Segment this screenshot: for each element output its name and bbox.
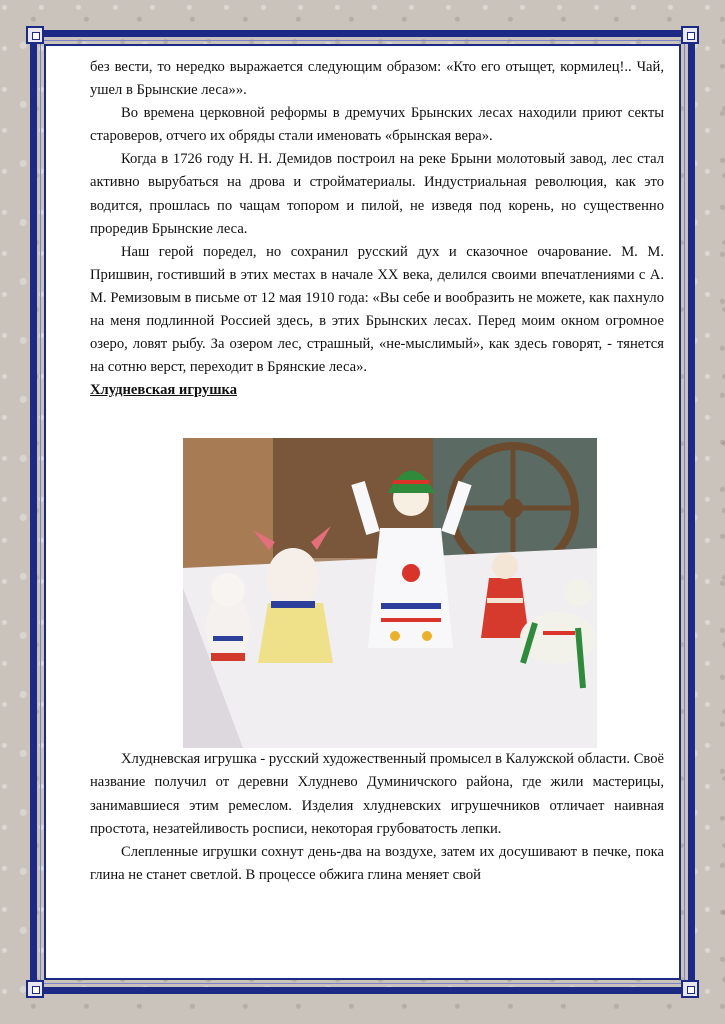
paragraph: Слепленные игрушки сохнут день-два на воздухе, затем их досушивают в печке, пока глина не станет светлой. В процессе обжига глина меняет свой xyxy=(90,843,664,883)
frame-corner-ornament xyxy=(681,980,699,998)
frame-corner-ornament xyxy=(26,26,44,44)
paragraph: Во времена церковной реформы в дремучих Брынских лесах находили приют секты староверов, отчего их обряды стали именовать «брынская вера». xyxy=(90,105,664,145)
frame-corner-ornament xyxy=(681,26,699,44)
paragraph: Хлудневская игрушка - русский художественный промысел в Калужской области. Своё название получил от деревни Хлуднево Думиничского района, где жили мастерицы, занимавшиеся этим ремеслом. Изделия хлудневских игрушечников отличает наивная простота, незатейливость росписи, некоторая грубоватость лепки. xyxy=(90,751,664,837)
document-body xyxy=(90,56,664,887)
clay-toys-illustration xyxy=(183,438,597,748)
paragraph: Наш герой поредел, но сохранил русский дух и сказочное очарование. М. М. Пришвин, гостивший в этих местах в начале XX века, делился своими впечатлениями с А. М. Ремизовым в письме от 12 мая 1910 года: «Вы себе и вообразить не можете, как пахнуло на меня подлинной Россией здесь, в этих Брынских лесах. Перед моим окном огромное озеро, ловят рыбу. За озером лес, страшный, «не-мыслимый», как здесь говорят, - тянется на сотню верст, переходит в Брянские леса». xyxy=(90,243,664,376)
paragraph: без вести, то нередко выражается следующим образом: «Кто его отыщет, кормилец!.. Чай, ушел в Брынские леса»». xyxy=(90,59,664,99)
frame-corner-ornament xyxy=(26,980,44,998)
toys-photo xyxy=(183,438,597,748)
paragraph: Когда в 1726 году Н. Н. Демидов построил на реке Брыни молотовый завод, лес стал активно вырубаться на дрова и стройматериалы. Индустриальная революция, как это водится, прошлась по чащам топором и пилой, не изведя под корень, но существенно проредив Брынские леса. xyxy=(90,151,664,237)
section-heading: Хлудневская игрушка xyxy=(90,382,237,399)
